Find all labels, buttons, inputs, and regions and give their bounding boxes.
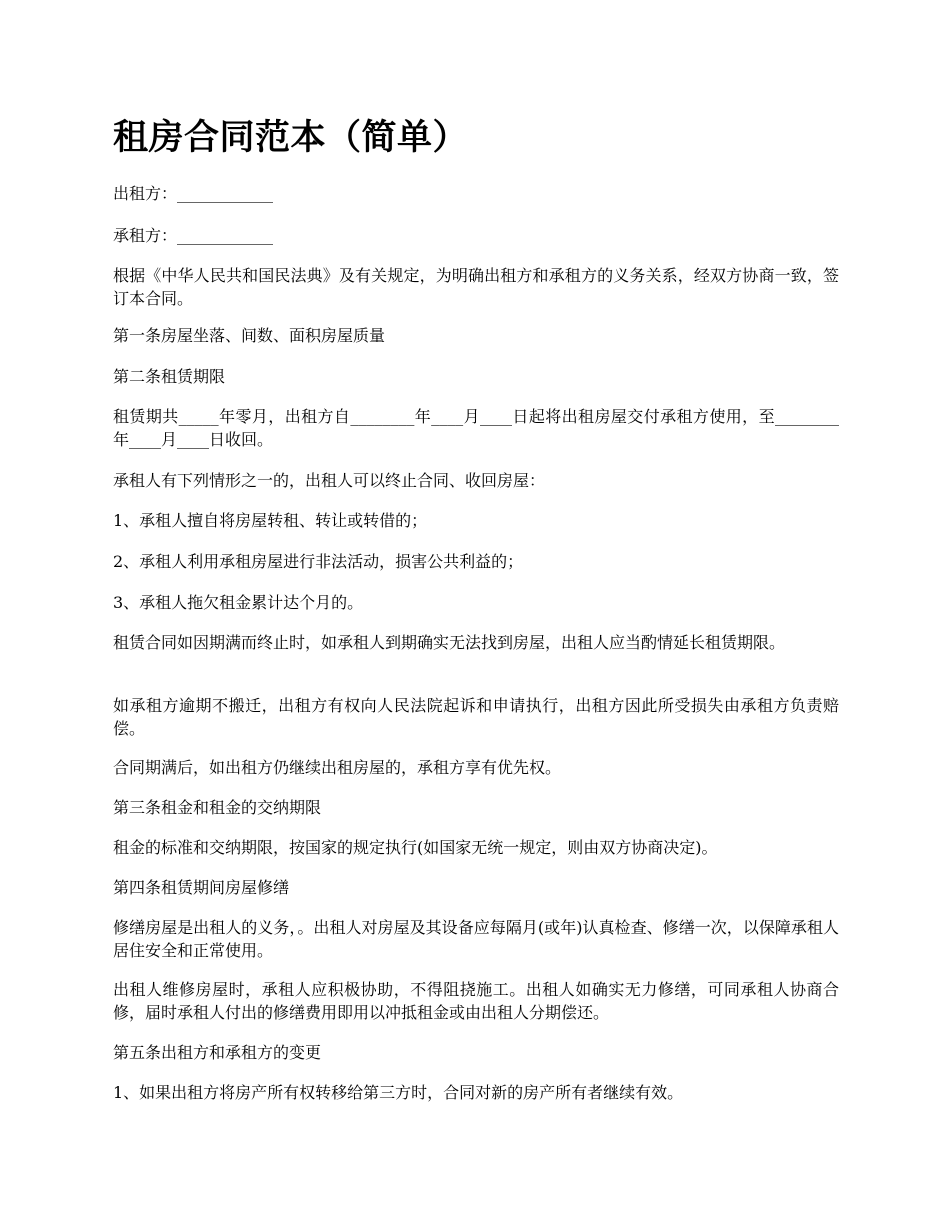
priority-right-paragraph: 合同期满后，如出租方仍继续出租房屋的，承租方享有优先权。 xyxy=(113,758,562,777)
preamble-paragraph: 根据《中华人民共和国民法典》及有关规定，为明确出租方和承租方的义务关系，经双方协商一致，签订本合同。 xyxy=(113,266,839,308)
lessor-line: 出租方：____________ xyxy=(113,184,274,203)
document-title: 租房合同范本（简单） xyxy=(113,117,469,158)
article-4-heading: 第四条租赁期间房屋修缮 xyxy=(113,878,290,897)
repair-cooperation-paragraph: 出租人维修房屋时，承租人应积极协助，不得阻挠施工。出租人如确实无力修缮，可同承租人协商合修，届时承租人付出的修缮费用即用以冲抵租金或由出租人分期偿还。 xyxy=(113,980,839,1022)
lease-extension-paragraph: 租赁合同如因期满而终止时，如承租人到期确实无法找到房屋，出租人应当酌情延长租赁期限。 xyxy=(113,633,786,652)
repair-duty-paragraph: 修缮房屋是出租人的义务，。出租人对房屋及其设备应每隔月(或年)认真检查、修缮一次，以保障承租人居住安全和正常使用。 xyxy=(113,918,839,960)
overdue-vacate-paragraph: 如承租方逾期不搬迁，出租方有权向人民法院起诉和申请执行，出租方因此所受损失由承租方负责赔偿。 xyxy=(113,696,839,738)
lease-term-paragraph: 租赁期共_____年零月，出租方自________年____月____日起将出租房屋交付承租方使用，至________年____月____日收回。 xyxy=(113,407,839,449)
article-3-heading: 第三条租金和租金的交纳期限 xyxy=(113,798,322,817)
article-5-heading: 第五条出租方和承租方的变更 xyxy=(113,1043,322,1062)
rent-standard-paragraph: 租金的标准和交纳期限，按国家的规定执行(如国家无统一规定，则由双方协商决定)。 xyxy=(113,838,718,857)
lessee-line: 承租方：____________ xyxy=(113,226,274,245)
termination-item-2: 2、承租人利用承租房屋进行非法活动，损害公共利益的； xyxy=(113,552,524,571)
termination-intro-paragraph: 承租人有下列情形之一的，出租人可以终止合同、收回房屋： xyxy=(113,471,546,490)
termination-item-3: 3、承租人拖欠租金累计达个月的。 xyxy=(113,593,364,612)
termination-item-1: 1、承租人擅自将房屋转租、转让或转借的； xyxy=(113,511,428,530)
article-1-heading: 第一条房屋坐落、间数、面积房屋质量 xyxy=(113,326,386,345)
article-2-heading: 第二条租赁期限 xyxy=(113,367,226,386)
ownership-transfer-paragraph: 1、如果出租方将房产所有权转移给第三方时，合同对新的房产所有者继续有效。 xyxy=(113,1083,684,1102)
